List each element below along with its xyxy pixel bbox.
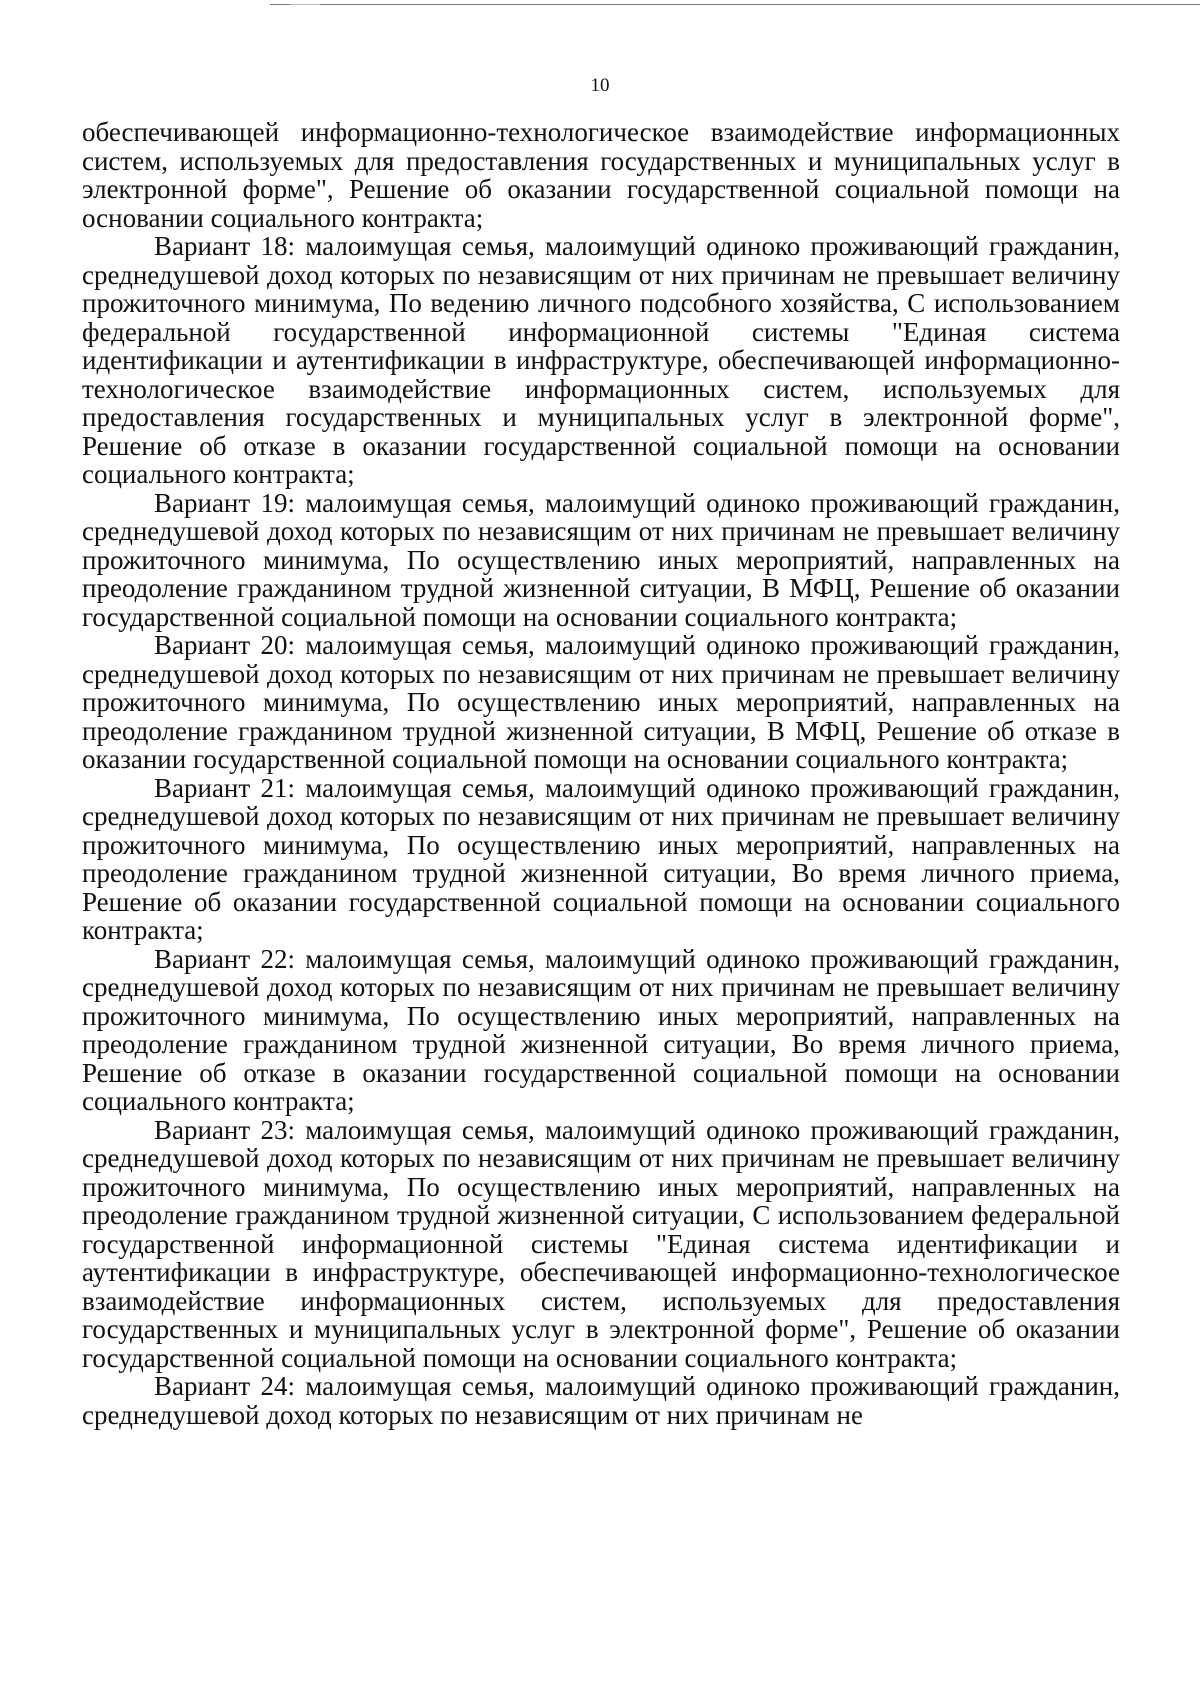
scan-edge-line: [270, 4, 1200, 5]
scan-edge-dash: [290, 4, 320, 5]
paragraph-variant-18: Вариант 18: малоимущая семья, малоимущий одиноко проживающий гражданин, среднедушевой доход которых по независящим от них причинам не превышает величину прожиточного минимума, По ведению личного подсобного хозяйства, С использованием федеральной государственной информационной системы "Единая система идентификации и аутентификации в инфраструктуре, обеспечивающей информационно-технологическое взаимодействие информационных систем, используемых для предоставления государственных и муниципальных услуг в электронной форме", Решение об отказе в оказании государственной социальной помощи на основании социального контракта;: [82, 231, 1120, 489]
paragraph-variant-24: Вариант 24: малоимущая семья, малоимущий одиноко проживающий гражданин, среднедушевой доход которых по независящим от них причинам не: [82, 1371, 1120, 1430]
paragraph-variant-22: Вариант 22: малоимущая семья, малоимущий одиноко проживающий гражданин, среднедушевой доход которых по независящим от них причинам не превышает величину прожиточного минимума, По осуществлению иных мероприятий, направленных на преодоление гражданином трудной жизненной ситуации, Во время личного приема, Решение об отказе в оказании государственной социальной помощи на основании социального контракта;: [82, 943, 1120, 1116]
paragraph-variant-19: Вариант 19: малоимущая семья, малоимущий одиноко проживающий гражданин, среднедушевой доход которых по независящим от них причинам не превышает величину прожиточного минимума, По осуществлению иных мероприятий, направленных на преодоление гражданином трудной жизненной ситуации, В МФЦ, Решение об оказании государственной социальной помощи на основании социального контракта;: [82, 487, 1120, 632]
document-body: [82, 118, 1120, 1429]
paragraph-continuation: обеспечивающей информационно-технологическое взаимодействие информационных систем, используемых для предоставления государственных и муниципальных услуг в электронной форме", Решение об оказании государственной социальной помощи на основании социального контракта;: [82, 117, 1120, 233]
page-number: 10: [590, 75, 610, 96]
paragraph-variant-21: Вариант 21: малоимущая семья, малоимущий одиноко проживающий гражданин, среднедушевой доход которых по независящим от них причинам не превышает величину прожиточного минимума, По осуществлению иных мероприятий, направленных на преодоление гражданином трудной жизненной ситуации, Во время личного приема, Решение об оказании государственной социальной помощи на основании социального контракта;: [82, 772, 1120, 945]
paragraph-variant-23: Вариант 23: малоимущая семья, малоимущий одиноко проживающий гражданин, среднедушевой доход которых по независящим от них причинам не превышает величину прожиточного минимума, По осуществлению иных мероприятий, направленных на преодоление гражданином трудной жизненной ситуации, С использованием федеральной государственной информационной системы "Единая система идентификации и аутентификации в инфраструктуре, обеспечивающей информационно-технологическое взаимодействие информационных систем, используемых для предоставления государственных и муниципальных услуг в электронной форме", Решение об оказании государственной социальной помощи на основании социального контракта;: [82, 1114, 1120, 1373]
paragraph-variant-20: Вариант 20: малоимущая семья, малоимущий одиноко проживающий гражданин, среднедушевой доход которых по независящим от них причинам не превышает величину прожиточного минимума, По осуществлению иных мероприятий, направленных на преодоление гражданином трудной жизненной ситуации, В МФЦ, Решение об отказе в оказании государственной социальной помощи на основании социального контракта;: [82, 630, 1120, 774]
